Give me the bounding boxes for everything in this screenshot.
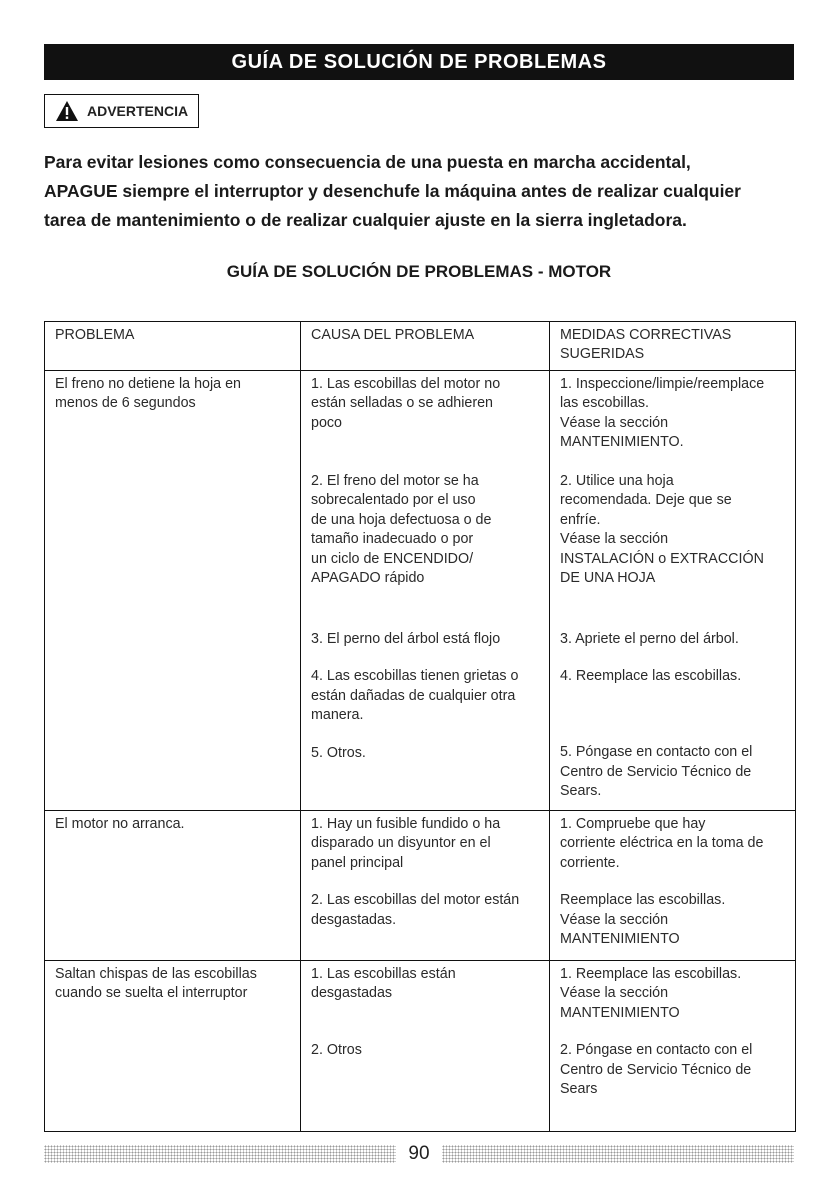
warning-box (44, 94, 199, 128)
cause-cell: 1. Las escobillas del motor no están selladas o se adhieren poco 2. El freno del motor se ha sobrecalentado por el uso de una hoja defectuosa o de tamaño inadecuado o por un ciclo de ENCENDIDO/ APAGADO rápido 3. El perno del árbol está flojo 4. Las escobillas tienen grietas o están dañadas de cualquier otra manera. 5. Otros. (301, 371, 550, 811)
troubleshooting-table (44, 321, 796, 1132)
warning-triangle-icon (55, 100, 79, 122)
header-cause: CAUSA DEL PROBLEMA (301, 322, 550, 371)
table-row (45, 371, 796, 811)
table-header-row (45, 322, 796, 371)
page-number: 90 (408, 1143, 430, 1164)
table-row (45, 961, 796, 1132)
remedy-cell: 1. Reemplace las escobillas. Véase la sección MANTENIMIENTO 2. Póngase en contacto con el Centro de Servicio Técnico de Sears (550, 961, 796, 1132)
header-remedy: MEDIDAS CORRECTIVAS SUGERIDAS (550, 322, 796, 371)
safety-intro (44, 148, 804, 235)
table-row (45, 811, 796, 961)
problem-cell: El freno no detiene la hoja en menos de 6 segundos (45, 371, 301, 811)
remedy-cell: 1. Compruebe que hay corriente eléctrica en la toma de corriente. Reemplace las escobillas. Véase la sección MANTENIMIENTO (550, 811, 796, 961)
problem-cell: Saltan chispas de las escobillas cuando se suelta el interruptor (45, 961, 301, 1132)
footer-dotted-rule-left (44, 1145, 396, 1163)
remedy-cell: 1. Inspeccione/limpie/reemplace las escobillas. Véase la sección MANTENIMIENTO. 2. Utilice una hoja recomendada. Deje que se enfríe. Véase la sección INSTALACIÓN o EXTRACCIÓN DE UNA HOJA 3. Apriete el perno del árbol. 4. Reemplace las escobillas. 5. Póngase en contacto con el Centro de Servicio Técnico de Sears. (550, 371, 796, 811)
cause-cell: 1. Hay un fusible fundido o ha disparado un disyuntor en el panel principal 2. Las escobillas del motor están desgastadas. (301, 811, 550, 961)
problem-cell: El motor no arranca. (45, 811, 301, 961)
cause-cell: 1. Las escobillas están desgastadas 2. Otros (301, 961, 550, 1132)
warning-label: ADVERTENCIA (87, 103, 189, 119)
page-header-banner (44, 44, 794, 80)
page-footer (44, 1142, 794, 1166)
page-header-title: GUÍA DE SOLUCIÓN DE PROBLEMAS (231, 50, 607, 73)
section-title: GUÍA DE SOLUCIÓN DE PROBLEMAS - MOTOR (226, 262, 612, 281)
header-problem: PROBLEMA (45, 322, 301, 371)
intro-line: APAGUE siempre el interruptor y desenchufe la máquina antes de realizar cualquier (44, 181, 741, 201)
footer-dotted-rule-right (442, 1145, 794, 1163)
intro-line: tarea de mantenimiento o de realizar cualquier ajuste en la sierra ingletadora. (44, 210, 687, 230)
intro-line: Para evitar lesiones como consecuencia de una puesta en marcha accidental, (44, 152, 691, 172)
